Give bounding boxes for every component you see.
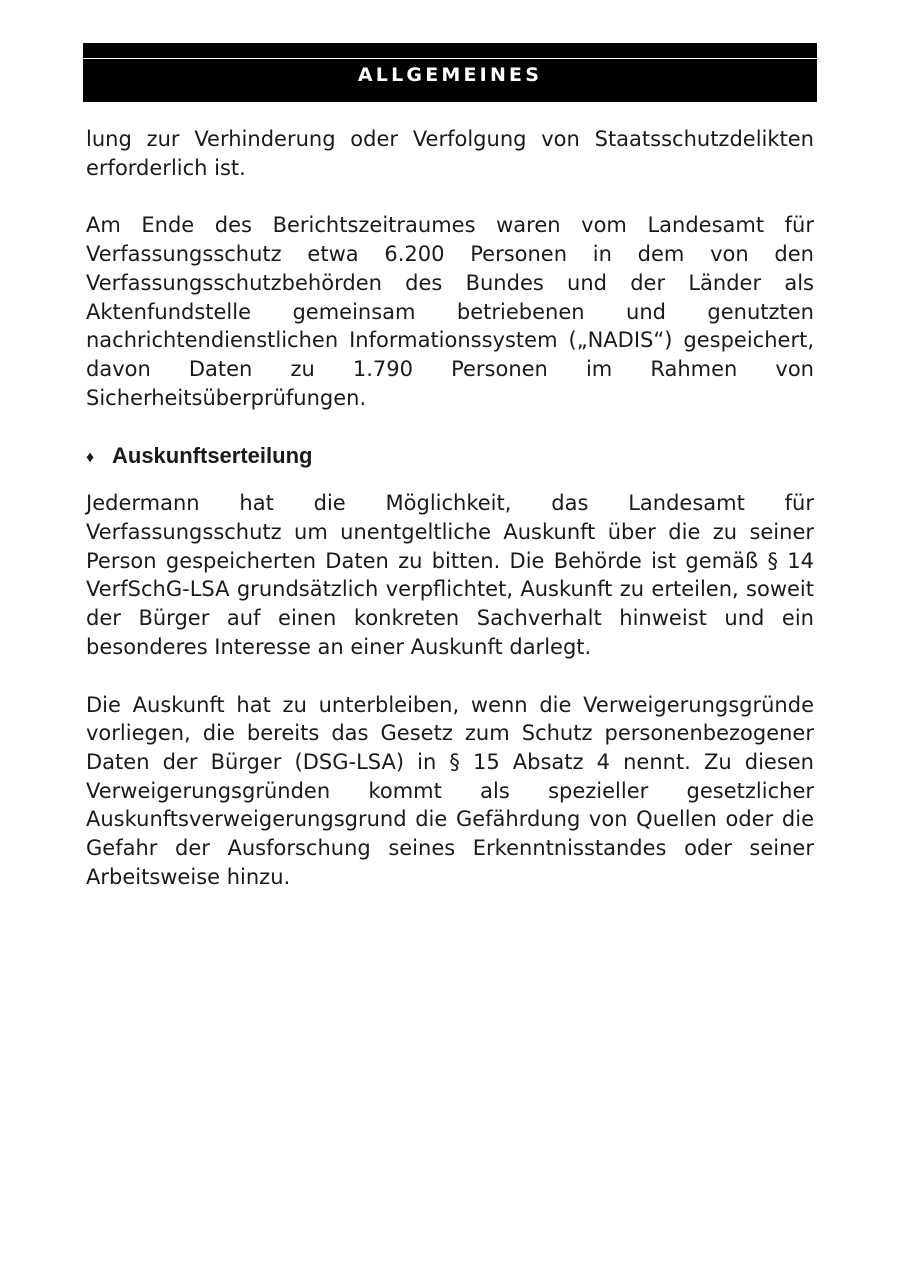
subsection-heading-text: Auskunftserteilung — [112, 443, 313, 469]
paragraph-refusal-grounds: Die Auskunft hat zu unterbleiben, wenn die Verweigerungsgründe vorliegen, die bereits das Gesetz zum Schutz personenbezogener Daten der Bürger (DSG-LSA) in § 15 Absatz 4 nennt. Zu diesen Verweigerungsgründen kommt als spezieller gesetzlicher Auskunftsverweigerungsgrund die Gefährdung von Quellen oder die Gefahr der Ausforschung seines Erkenntnisstandes oder seiner Arbeitsweise hinzu. — [86, 692, 814, 889]
subsection-heading — [86, 441, 814, 473]
document-body — [86, 125, 814, 891]
paragraph-continuation: lung zur Verhinderung oder Verfolgung von Staatsschutzdelikten erforderlich ist. — [86, 127, 814, 180]
diamond-bullet-icon: ♦ — [86, 449, 95, 467]
page-section-title: ALLGEMEINES — [357, 64, 543, 86]
paragraph-nadis-statistics: Am Ende des Berichtszeitraumes waren vom Landesamt für Verfassungsschutz etwa 6.200 Personen in dem von den Verfassungsschutzbehörden des Bundes und der Länder als Aktenfundstelle gemeinsam betriebenen und genutzten nachrichtendienstlichen Informationssystem („NADIS“) gespeichert, davon Daten zu 1.790 Personen im Rahmen von Sicherheitsüberprüfungen. — [86, 213, 814, 410]
paragraph-information-right: Jedermann hat die Möglichkeit, das Landesamt für Verfassungsschutz um unentgeltliche Auskunft über die zu seiner Person gespeicherten Daten zu bitten. Die Behörde ist gemäß § 14 VerfSchG-LSA grundsätzlich verpflichtet, Auskunft zu erteilen, soweit der Bürger auf einen konkreten Sachverhalt hinweist und ein besonderes Interesse an einer Auskunft darlegt. — [86, 491, 814, 659]
